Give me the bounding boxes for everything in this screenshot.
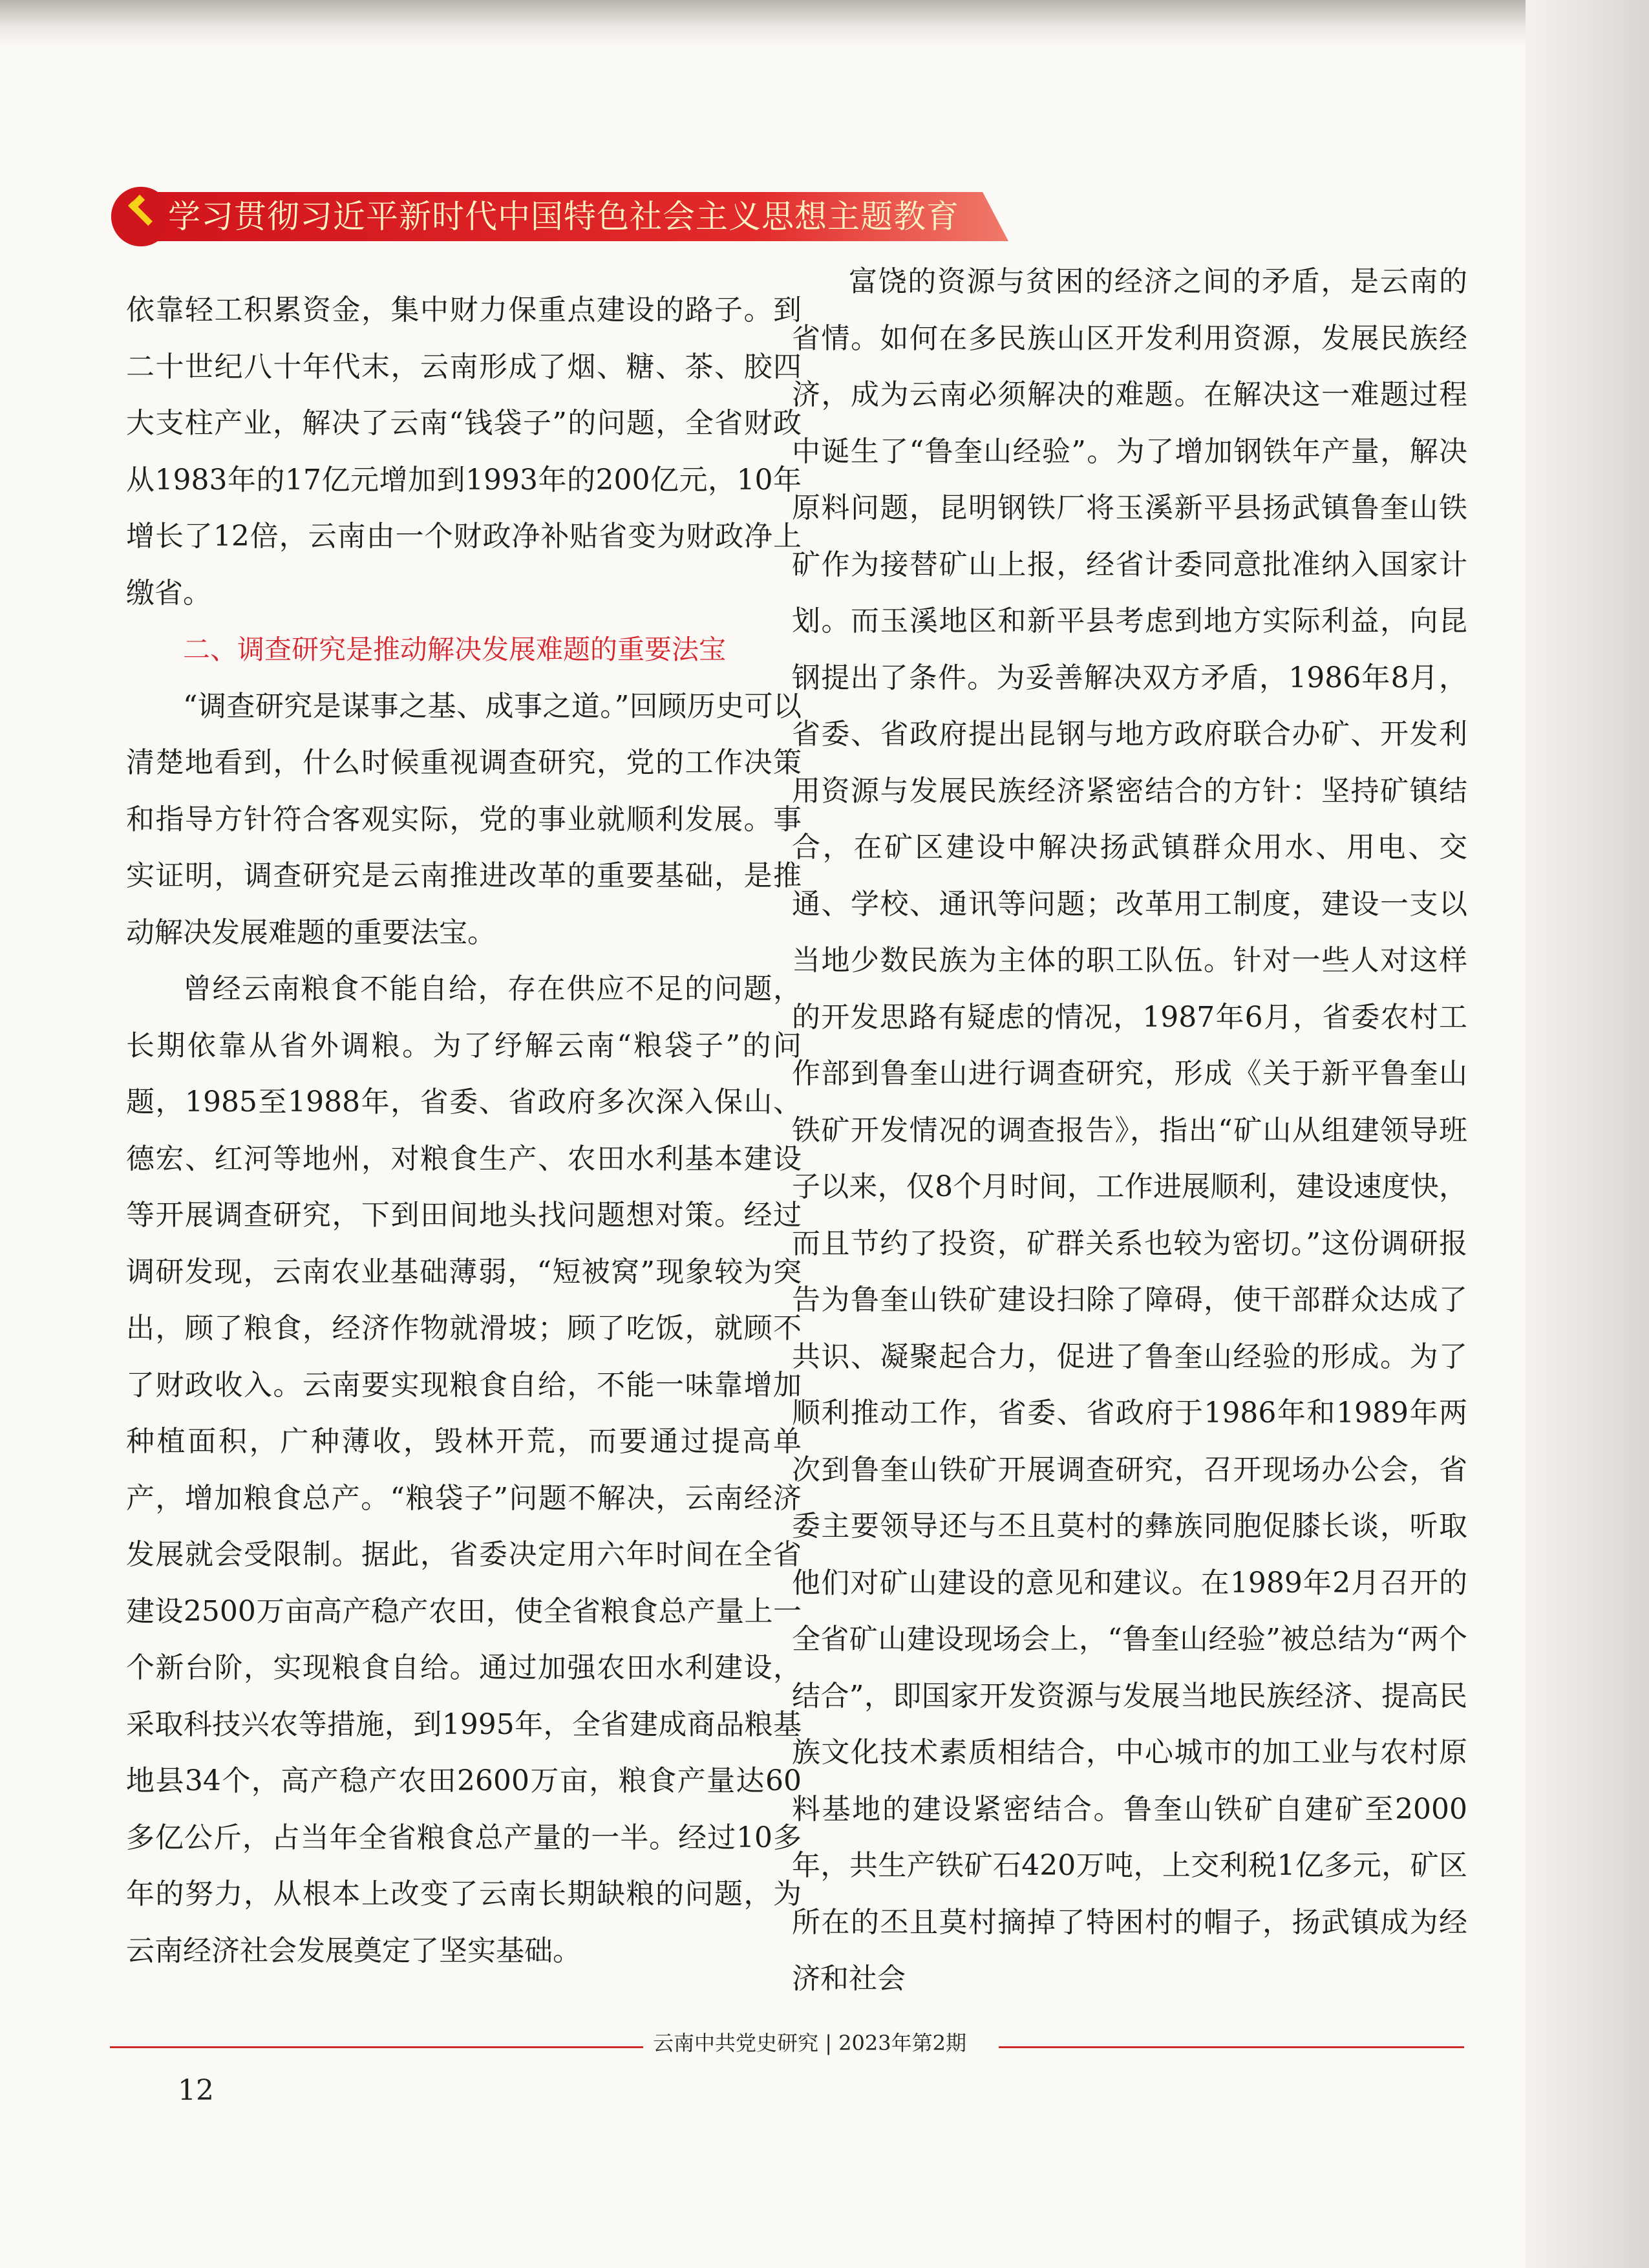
right-column bbox=[792, 253, 1467, 2007]
banner-title: 学习贯彻习近平新时代中国特色社会主义思想主题教育 bbox=[168, 198, 959, 235]
hammer-and-sickle-icon bbox=[110, 186, 172, 248]
footer-journal bbox=[653, 2027, 966, 2057]
paragraph: 富饶的资源与贫困的经济之间的矛盾，是云南的省情。如何在多民族山区开发利用资源，发展民族经济，成为云南必须解决的难题。在解决这一难题过程中诞生了“鲁奎山经验”。为了增加钢铁年产量，解决原料问题，昆明钢铁厂将玉溪新平县扬武镇鲁奎山铁矿作为接替矿山上报，经省计委同意批准纳入国家计划。而玉溪地区和新平县考虑到地方实际利益，向昆钢提出了条件。为妥善解决双方矛盾，1986年8月，省委、省政府提出昆钢与地方政府联合办矿、开发利用资源与发展民族经济紧密结合的方针：坚持矿镇结合，在矿区建设中解决扬武镇群众用水、用电、交通、学校、通讯等问题；改革用工制度，建设一支以当地少数民族为主体的职工队伍。针对一些人对这样的开发思路有疑虑的情况，1987年6月，省委农村工作部到鲁奎山进行调查研究，形成《关于新平鲁奎山铁矿开发情况的调查报告》，指出“矿山从组建领导班子以来，仅8个月时间，工作进展顺利，建设速度快，而且节约了投资，矿群关系也较为密切。”这份调研报告为鲁奎山铁矿建设扫除了障碍，使干部群众达成了共识、凝聚起合力，促进了鲁奎山经验的形成。为了顺利推动工作，省委、省政府于1986年和1989年两次到鲁奎山铁矿开展调查研究，召开现场办公会，省委主要领导还与丕且莫村的彝族同胞促膝长谈，听取他们对矿山建设的意见和建议。在1989年2月召开的全省矿山建设现场会上，“鲁奎山经验”被总结为“两个结合”，即国家开发资源与发展当地民族经济、提高民族文化技术素质相结合，中心城市的加工业与农村原料基地的建设紧密结合。鲁奎山铁矿自建矿至2000年，共生产铁矿石420万吨，上交利税1亿多元，矿区所在的丕且莫村摘掉了特困村的帽子，扬武镇成为经济和社会 bbox=[792, 265, 1467, 1995]
issue-label: 2023年第2期 bbox=[838, 2031, 966, 2055]
footer-rule-left bbox=[110, 2046, 643, 2048]
page-fold-shadow bbox=[1526, 0, 1649, 2268]
paragraph: “调查研究是谋事之基、成事之道。”回顾历史可以清楚地看到，什么时候重视调查研究，党的工作决策和指导方针符合客观实际，党的事业就顺利发展。事实证明，调查研究是云南推进改革的重要基础，是推动解决发展难题的重要法宝。 bbox=[126, 689, 802, 949]
journal-title: 云南中共党史研究 bbox=[653, 2031, 819, 2055]
footer-divider: | bbox=[825, 2031, 839, 2055]
page-number: 12 bbox=[178, 2074, 214, 2107]
paragraph: 依靠轻工积累资金，集中财力保重点建设的路子。到二十世纪八十年代末，云南形成了烟、糖、茶、胶四大支柱产业，解决了云南“钱袋子”的问题，全省财政从1983年的17亿元增加到1993年的200亿元，10年增长了12倍，云南由一个财政净补贴省变为财政净上缴省。 bbox=[126, 294, 802, 610]
section-heading: 二、调查研究是推动解决发展难题的重要法宝 bbox=[183, 634, 727, 665]
section-banner bbox=[110, 184, 1015, 249]
paragraph: 曾经云南粮食不能自给，存在供应不足的问题，长期依靠从省外调粮。为了纾解云南“粮袋子”的问题，1985至1988年，省委、省政府多次深入保山、德宏、红河等地州，对粮食生产、农田水利基本建设等开展调查研究，下到田间地头找问题想对策。经过调研发现，云南农业基础薄弱，“短被窝”现象较为突出，顾了粮食，经济作物就滑坡；顾了吃饭，就顾不了财政收入。云南要实现粮食自给，不能一味靠增加种植面积，广种薄收，毁林开荒，而要通过提高单产，增加粮食总产。“粮袋子”问题不解决，云南经济发展就会受限制。据此，省委决定用六年时间在全省建设2500万亩高产稳产农田，使全省粮食总产量上一个新台阶，实现粮食自给。通过加强农田水利建设，采取科技兴农等措施，到1995年，全省建成商品粮基地县34个，高产稳产农田2600万亩，粮食产量达60多亿公斤，占当年全省粮食总产量的一半。经过10多年的努力，从根本上改变了云南长期缺粮的问题，为云南经济社会发展奠定了坚实基础。 bbox=[126, 972, 802, 1967]
scan-top-edge bbox=[0, 0, 1551, 45]
footer-rule-right bbox=[999, 2046, 1464, 2048]
left-column bbox=[126, 282, 802, 1979]
